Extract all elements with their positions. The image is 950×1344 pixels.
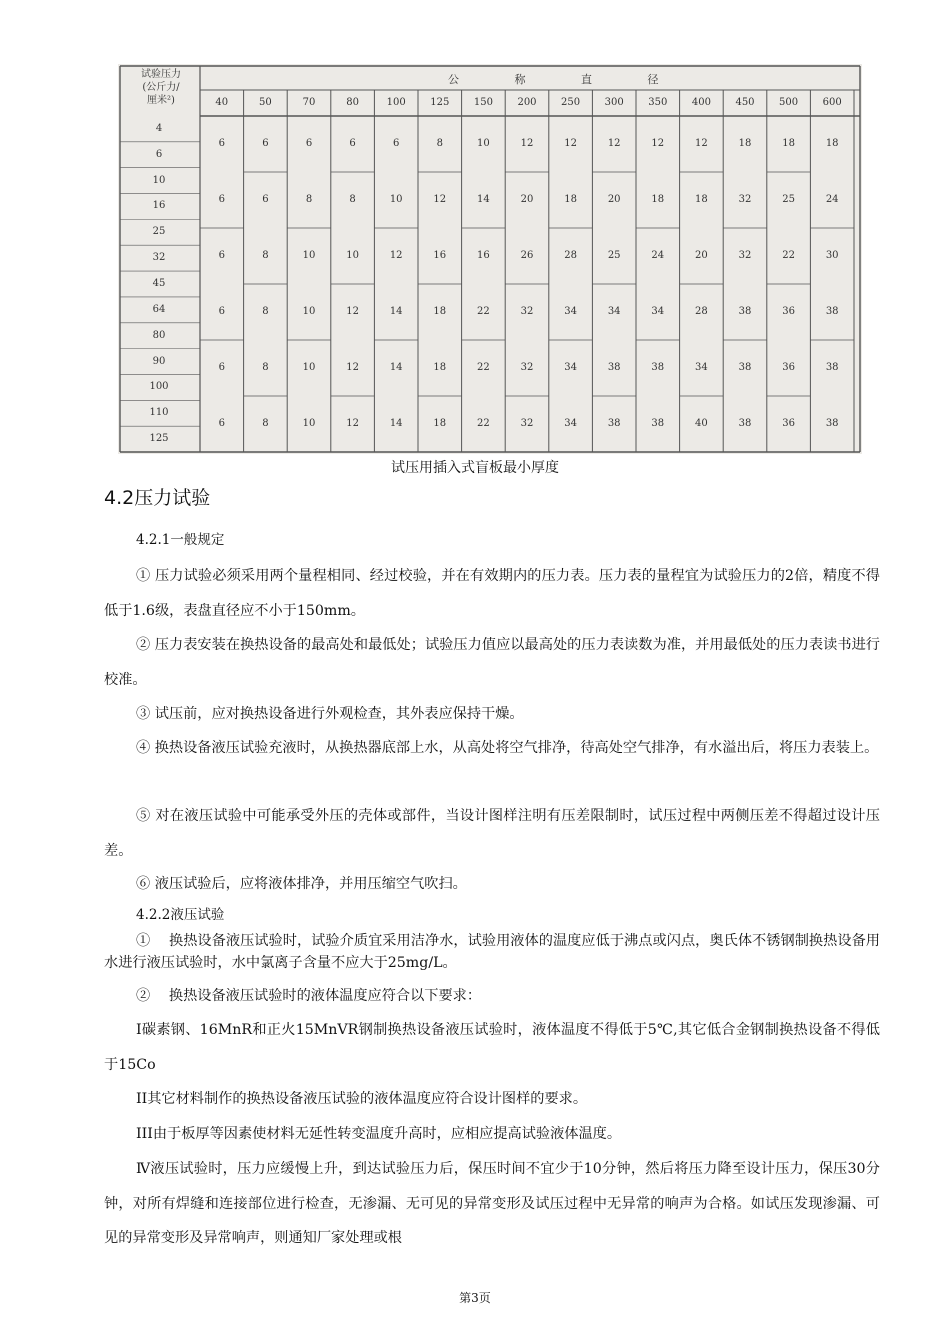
row-label: 100 <box>149 381 169 393</box>
table-cell: 6 <box>393 138 400 149</box>
table-cell: 8 <box>305 194 313 205</box>
column-label: 450 <box>735 97 755 108</box>
table-cell: 32 <box>738 250 752 261</box>
table-cell: 38 <box>738 362 752 373</box>
row-label: 16 <box>152 200 166 212</box>
table-cell: 8 <box>262 418 269 429</box>
row-label: 64 <box>152 303 166 315</box>
table-cell: 38 <box>738 418 752 429</box>
table-cell: 12 <box>346 306 359 317</box>
table-cell: 12 <box>520 138 534 149</box>
header-line-1: 试验压力 <box>141 69 181 80</box>
table-cell: 18 <box>782 138 795 149</box>
table-cell: 10 <box>346 250 359 261</box>
table-cell: 12 <box>695 138 708 149</box>
table-cell: 16 <box>477 250 490 261</box>
table-cell: 38 <box>651 418 665 429</box>
paragraph-2: ② 压力表安装在换热设备的最高处和最低处；试验压力值应以最高处的压力表读数为准，并用最低处的压力表读书进行校准。 <box>104 637 880 688</box>
table-cell: 18 <box>825 138 839 149</box>
column-label: 200 <box>517 97 537 108</box>
column-label: 350 <box>648 97 668 108</box>
table-cell: 32 <box>520 418 534 429</box>
table-cell: 8 <box>262 362 269 373</box>
column-label: 80 <box>346 97 359 108</box>
column-label: 150 <box>473 97 493 108</box>
table-cell: 8 <box>262 250 269 261</box>
table-header-pressure <box>122 68 200 107</box>
row-label: 6 <box>155 148 163 160</box>
table-cell: 14 <box>389 418 403 429</box>
row-label: 4 <box>155 122 163 134</box>
table-cell: 38 <box>651 362 665 373</box>
column-label: 400 <box>691 97 711 108</box>
row-label: 10 <box>152 174 166 186</box>
table-cell: 14 <box>389 362 403 373</box>
paragraph-7: ① 换热设备液压试验时，试验介质宜采用洁净水，试验用液体的温度应低于沸点或闪点，奥氏体不锈钢制换热设备用水进行液压试验时，水中氯离子含量不应大于25mg/L。 <box>104 933 880 971</box>
table-cell: 10 <box>477 138 490 149</box>
column-label: 600 <box>822 97 842 108</box>
column-label: 300 <box>604 97 624 108</box>
table-cell: 18 <box>695 194 708 205</box>
table-cell: 6 <box>218 138 225 149</box>
scanned-thickness-table <box>118 64 862 454</box>
table-cell: 8 <box>436 138 443 149</box>
table-cell: 12 <box>607 138 621 149</box>
table-cell: 22 <box>477 306 490 317</box>
header-line-3: 厘米²) <box>147 95 175 106</box>
table-cell: 36 <box>782 362 795 373</box>
table-cell: 18 <box>564 194 577 205</box>
table-cell: 20 <box>607 194 621 205</box>
table-cell: 38 <box>825 306 839 317</box>
table-cell: 12 <box>389 250 403 261</box>
row-label: 80 <box>152 329 166 341</box>
table-cell: 30 <box>825 250 839 261</box>
paragraph-5: ⑤ 对在液压试验中可能承受外压的壳体或部件，当设计图样注明有压差限制时，试压过程中两侧压差不得超过设计压差。 <box>104 808 880 859</box>
subsection-4-2-2: 4.2.2液压试验 <box>136 907 225 923</box>
table-cell: 12 <box>346 418 359 429</box>
paragraph-11: III由于板厚等因素使材料无延性转变温度升高时，应相应提高试验液体温度。 <box>136 1126 622 1142</box>
row-label: 125 <box>149 433 169 445</box>
paragraph-3: ③ 试压前，应对换热设备进行外观检查，其外表应保持干燥。 <box>136 706 524 722</box>
table-cell: 12 <box>433 194 447 205</box>
table-cell: 10 <box>302 306 316 317</box>
table-header-diameter: 公 称 直 径 <box>448 73 685 86</box>
table-cell: 18 <box>433 362 447 373</box>
paragraph-8: ② 换热设备液压试验时的液体温度应符合以下要求： <box>136 988 482 1004</box>
table-cell: 22 <box>477 418 490 429</box>
paragraph-10: II其它材料制作的换热设备液压试验的液体温度应符合设计图样的要求。 <box>136 1091 588 1107</box>
table-cell: 18 <box>433 306 447 317</box>
table-cell: 8 <box>262 306 269 317</box>
page-footer: 第3页 <box>459 1291 491 1305</box>
table-cell: 32 <box>520 306 534 317</box>
table-cell: 6 <box>262 138 269 149</box>
table-cell: 16 <box>433 250 447 261</box>
table-cell: 10 <box>302 362 316 373</box>
table-cell: 36 <box>782 418 795 429</box>
section-heading: 4.2压力试验 <box>104 487 211 509</box>
table-cell: 10 <box>389 194 403 205</box>
row-label: 25 <box>152 226 166 238</box>
table-cell: 14 <box>389 306 403 317</box>
table-cell: 24 <box>651 250 665 261</box>
table-cell: 6 <box>349 138 356 149</box>
table-cell: 20 <box>695 250 708 261</box>
table-cell: 38 <box>607 418 621 429</box>
table-cell: 38 <box>607 362 621 373</box>
table-cell: 6 <box>262 194 269 205</box>
table-cell: 6 <box>218 306 225 317</box>
column-label: 100 <box>386 97 406 108</box>
table-cell: 10 <box>302 418 316 429</box>
table-cell: 6 <box>218 362 225 373</box>
table-cell: 24 <box>825 194 839 205</box>
row-label: 110 <box>149 407 169 419</box>
table-cell: 6 <box>218 194 225 205</box>
table-cell: 8 <box>349 194 356 205</box>
table-cell: 25 <box>782 194 795 205</box>
table-cell: 14 <box>477 194 490 205</box>
table-cell: 18 <box>651 194 665 205</box>
table-cell: 38 <box>738 306 752 317</box>
column-label: 50 <box>259 97 272 108</box>
table-cell: 22 <box>477 362 490 373</box>
row-label: 90 <box>152 355 166 367</box>
table-cell: 38 <box>825 362 839 373</box>
header-line-2: (公斤力/ <box>142 82 180 93</box>
column-label: 70 <box>302 97 316 108</box>
table-cell: 26 <box>520 250 534 261</box>
table-cell: 34 <box>695 362 708 373</box>
table-cell: 18 <box>738 138 752 149</box>
paragraph-12: Ⅳ液压试验时，压力应缓慢上升，到达试验压力后，保压时间不宜少于10分钟，然后将压力降至设计压力，保压30分钟，对所有焊缝和连接部位进行检查，无渗漏、无可见的异常变形及试压过程中无异常的响声为合格。如试压发现渗漏、可见的异常变形及异常响声，则通知厂家处理或根 <box>104 1161 880 1246</box>
table-cell: 6 <box>218 418 225 429</box>
table-cell: 34 <box>651 306 665 317</box>
table-cell: 32 <box>738 194 752 205</box>
column-label: 40 <box>215 97 229 108</box>
table-caption: 试压用插入式盲板最小厚度 <box>391 460 559 476</box>
table-cell: 34 <box>564 362 577 373</box>
paragraph-9: Ⅰ碳素钢、16MnR和正火15MnVR钢制换热设备液压试验时，液体温度不得低于5℃,其它低合金钢制换热设备不得低于15Co <box>104 1022 880 1073</box>
table-cell: 32 <box>520 362 534 373</box>
table-cell: 34 <box>564 418 577 429</box>
table-cell: 38 <box>825 418 839 429</box>
table-cell: 34 <box>564 306 577 317</box>
table-cell: 20 <box>520 194 534 205</box>
table-cell: 34 <box>607 306 621 317</box>
table-cell: 36 <box>782 306 795 317</box>
table-cell: 25 <box>607 250 621 261</box>
table-cell: 18 <box>433 418 447 429</box>
table-cell: 12 <box>564 138 577 149</box>
column-label: 125 <box>430 97 450 108</box>
paragraph-4: ④ 换热设备液压试验充液时，从换热器底部上水，从高处将空气排净，待高处空气排净，有水溢出后，将压力表装上。 <box>136 740 879 756</box>
paragraph-1: ① 压力试验必须采用两个量程相同、经过校验，并在有效期内的压力表。压力表的量程宜为试验压力的2倍，精度不得低于1.6级，表盘直径应不小于150mm。 <box>104 568 880 619</box>
table-cell: 12 <box>651 138 665 149</box>
row-label: 32 <box>152 252 166 264</box>
table-cell: 6 <box>218 250 225 261</box>
column-label: 500 <box>779 97 799 108</box>
paragraph-6: ⑥ 液压试验后，应将液体排净，并用压缩空气吹扫。 <box>136 876 467 892</box>
table-cell: 28 <box>564 250 577 261</box>
row-label: 45 <box>152 278 166 289</box>
table-cell: 10 <box>302 250 316 261</box>
table-cell: 40 <box>695 418 708 429</box>
table-cell: 22 <box>782 250 795 261</box>
column-label: 250 <box>561 97 581 108</box>
table-cell: 12 <box>346 362 359 373</box>
subsection-4-2-1: 4.2.1一般规定 <box>136 532 225 548</box>
table-cell: 6 <box>305 138 313 149</box>
table-cell: 28 <box>695 306 708 317</box>
